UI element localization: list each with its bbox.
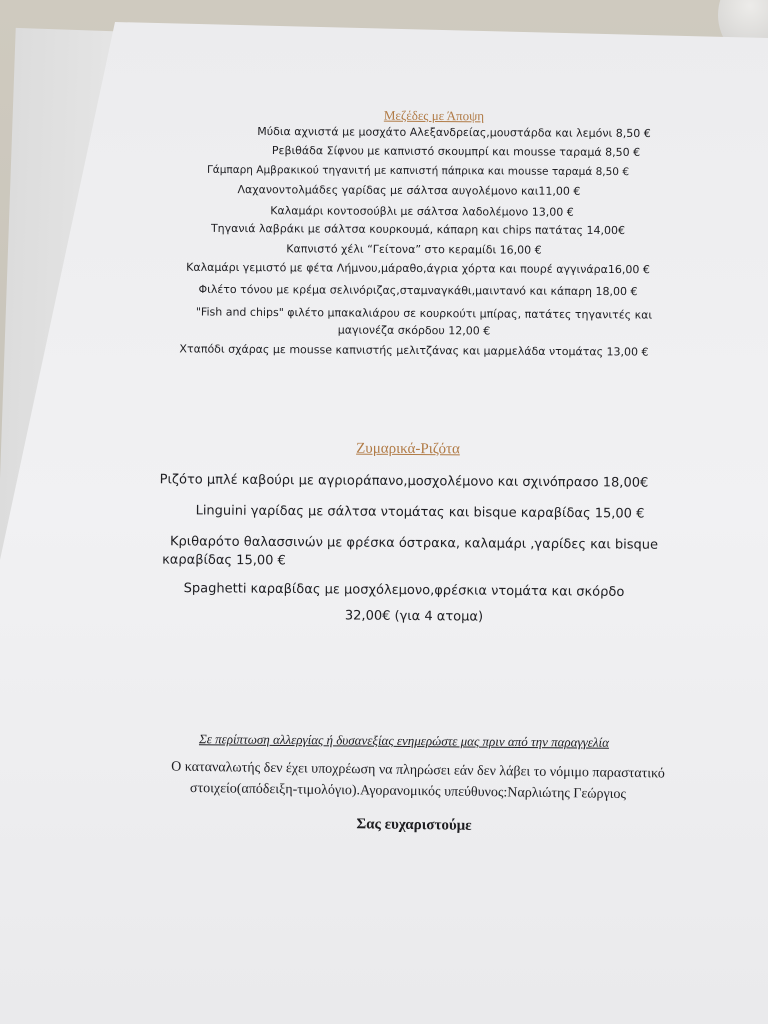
meze-item: Ρεβιθάδα Σίφνου με καπνιστό σκουμπρί και mousse ταραμά 8,50 € xyxy=(271,144,641,159)
meze-item: Καλαμάρι κοντοσούβλι με σάλτσα λαδολέμονο 13,00 € xyxy=(270,204,574,219)
pasta-item: Linguini γαρίδας με σάλτσα ντομάτας και bisque καραβίδας 15,00 € xyxy=(195,503,645,522)
allergy-note: Σε περίπτωση αλλεργίας ή δυσανεξίας ενημερώστε μας πριν από την παραγγελία xyxy=(198,731,610,750)
pasta-section-title: Ζυμαρικά-Ριζότα xyxy=(356,440,460,458)
meze-item: Καπνιστό χέλι “Γείτονα” στο κεραμίδι 16,00 € xyxy=(286,242,542,257)
meze-item: Μύδια αχνιστά με μοσχάτο Αλεξανδρείας,μουστάρδα και λεμόνι 8,50 € xyxy=(257,124,651,141)
meze-item: Χταπόδι σχάρας με mousse καπνιστής μελιτζάνας και μαρμελάδα ντομάτας 13,00 € xyxy=(179,342,649,359)
meze-item: Γάμπαρη Αμβρακικού τηγανιτή με καπνιστή πάπρικα και mousse ταραμά 8,50 € xyxy=(206,163,630,179)
pasta-item: Κριθαρότο θαλασσινών με φρέσκα όστρακα, καλαμάρι ,γαρίδες και bisque xyxy=(169,534,659,553)
pasta-item-continued: καραβίδας 15,00 € xyxy=(162,552,286,569)
pasta-item-continued: 32,00€ (για 4 ατομα) xyxy=(344,608,484,625)
legal-notice-line2: στοιχείο(απόδειξη-τιμολόγιο).Αγορανομικός υπεύθυνος:Ναρλιώτης Γεώργιος xyxy=(189,780,627,803)
meze-item: Τηγανιά λαβράκι με σάλτσα κουρκουμά, κάπαρη και chips πατάτας 14,00€ xyxy=(210,221,626,238)
meze-item: Λαχανοντολμάδες γαρίδας με σάλτσα αυγολέμονο και11,00 € xyxy=(237,183,581,198)
meze-item: Φιλέτο τόνου με κρέμα σελινόριζας,σταμναγκάθι,μαιντανό και κάπαρη 18,00 € xyxy=(198,282,638,299)
pasta-item: Ριζότο μπλέ καβούρι με αγριοράπανο,μοσχολέμονο και σχινόπρασο 18,00€ xyxy=(159,472,649,491)
pasta-item: Spaghetti καραβίδας με μοσχόλεμονο,φρέσκια ντομάτα και σκόρδο xyxy=(183,581,625,600)
legal-notice-line1: Ο καταναλωτής δεν έχει υποχρέωση να πληρώσει εάν δεν λάβει το νόμιμο παραστατικό xyxy=(171,759,665,782)
thank-you-text: Σας ευχαριστούμε xyxy=(356,816,472,834)
meze-item: Καλαμάρι γεμιστό με φέτα Λήμνου,μάραθο,άγρια χόρτα και πουρέ αγγινάρα16,00 € xyxy=(186,260,650,277)
meze-section-title: Μεζέδες με Άποψη xyxy=(383,107,485,124)
meze-item-continued: μαγιονέζα σκόρδου 12,00 € xyxy=(337,323,491,338)
meze-item: "Fish and chips" φιλέτο μπακαλιάρου σε κουρκούτι μπίρας, πατάτες τηγανιτές και xyxy=(195,305,653,322)
